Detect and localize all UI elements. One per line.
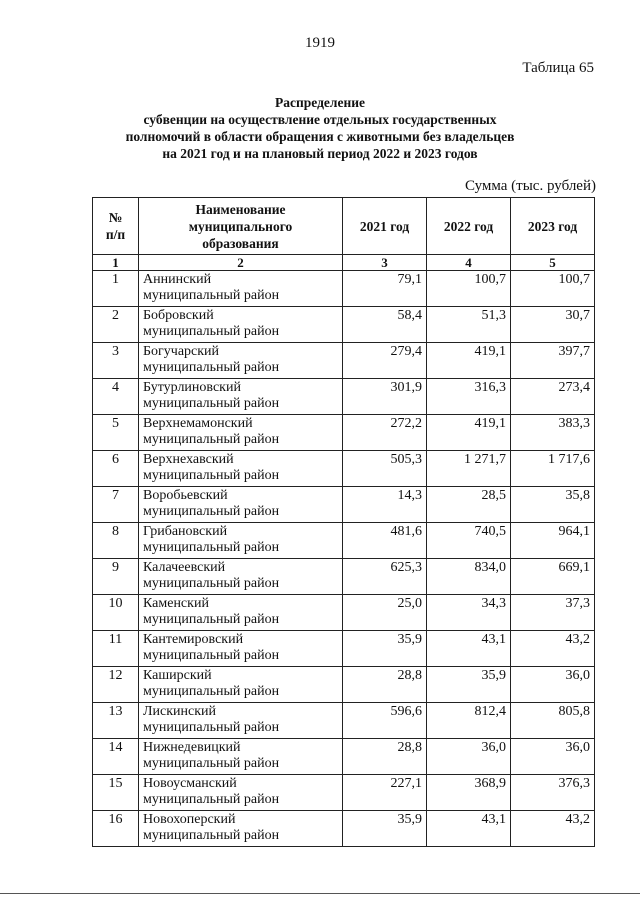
column-number: 5 — [511, 255, 595, 271]
municipality-type-line: муниципальный район — [143, 432, 280, 447]
header-text: Наименование — [195, 201, 286, 217]
table-row — [93, 667, 595, 703]
row-number: 14 — [93, 739, 139, 775]
table-row — [93, 523, 595, 559]
row-number: 6 — [93, 451, 139, 487]
row-number: 9 — [93, 559, 139, 595]
document-title — [60, 94, 580, 162]
value-2022: 368,9 — [427, 775, 511, 811]
row-number: 10 — [93, 595, 139, 631]
value-2022: 100,7 — [427, 271, 511, 307]
value-2023: 964,1 — [511, 523, 595, 559]
municipality-type-line: муниципальный район — [143, 612, 280, 627]
column-number: 3 — [343, 255, 427, 271]
value-2021: 481,6 — [343, 523, 427, 559]
value-2022: 419,1 — [427, 415, 511, 451]
table-row — [93, 595, 595, 631]
row-number: 5 — [93, 415, 139, 451]
municipality-name-line: Кантемировский — [143, 632, 244, 647]
column-number: 2 — [139, 255, 343, 271]
municipality-name-line: Верхнехавский — [143, 452, 234, 467]
row-number: 12 — [93, 667, 139, 703]
value-2022: 812,4 — [427, 703, 511, 739]
municipality-name — [139, 703, 343, 739]
table-row — [93, 415, 595, 451]
row-number: 1 — [93, 271, 139, 307]
municipality-name — [139, 451, 343, 487]
value-2021: 625,3 — [343, 559, 427, 595]
municipality-type-line: муниципальный район — [143, 576, 280, 591]
value-2023: 36,0 — [511, 739, 595, 775]
value-2021: 505,3 — [343, 451, 427, 487]
municipality-name-line: Нижнедевицкий — [143, 740, 241, 755]
municipality-type-line: муниципальный район — [143, 756, 280, 771]
header-2021: 2021 год — [343, 198, 427, 255]
value-2021: 28,8 — [343, 739, 427, 775]
value-2022: 28,5 — [427, 487, 511, 523]
municipality-name-line: Новоусманский — [143, 776, 237, 791]
value-2022: 34,3 — [427, 595, 511, 631]
table-row — [93, 775, 595, 811]
value-2023: 273,4 — [511, 379, 595, 415]
row-number: 3 — [93, 343, 139, 379]
table-row — [93, 307, 595, 343]
value-2021: 25,0 — [343, 595, 427, 631]
municipality-type-line: муниципальный район — [143, 396, 280, 411]
value-2022: 43,1 — [427, 811, 511, 847]
value-2023: 805,8 — [511, 703, 595, 739]
municipality-name — [139, 667, 343, 703]
municipality-name-line: Лискинский — [143, 704, 216, 719]
value-2021: 35,9 — [343, 631, 427, 667]
municipality-type-line: муниципальный район — [143, 360, 280, 375]
row-number: 11 — [93, 631, 139, 667]
table-row — [93, 379, 595, 415]
municipality-type-line: муниципальный район — [143, 792, 280, 807]
column-number-row — [93, 255, 595, 271]
value-2023: 100,7 — [511, 271, 595, 307]
header-name — [139, 198, 343, 255]
value-2023: 43,2 — [511, 631, 595, 667]
value-2022: 43,1 — [427, 631, 511, 667]
table-row — [93, 739, 595, 775]
value-2021: 28,8 — [343, 667, 427, 703]
value-2022: 51,3 — [427, 307, 511, 343]
value-2021: 301,9 — [343, 379, 427, 415]
municipality-name-line: Верхнемамонский — [143, 416, 253, 431]
value-2023: 35,8 — [511, 487, 595, 523]
table-row — [93, 271, 595, 307]
value-2022: 834,0 — [427, 559, 511, 595]
table-row — [93, 451, 595, 487]
column-number: 1 — [93, 255, 139, 271]
municipality-name — [139, 343, 343, 379]
value-2023: 36,0 — [511, 667, 595, 703]
row-number: 2 — [93, 307, 139, 343]
municipality-name — [139, 415, 343, 451]
municipality-name-line: Каширский — [143, 668, 212, 683]
title-line: на 2021 год и на плановый период 2022 и 2023 годов — [162, 146, 478, 161]
municipality-name — [139, 631, 343, 667]
value-2021: 279,4 — [343, 343, 427, 379]
header-text: № — [108, 210, 123, 225]
value-2023: 383,3 — [511, 415, 595, 451]
subvention-table — [92, 197, 595, 847]
header-text: образования — [202, 235, 279, 251]
municipality-type-line: муниципальный район — [143, 648, 280, 663]
value-2023: 37,3 — [511, 595, 595, 631]
title-line: Распределение — [274, 95, 366, 110]
municipality-name-line: Бутурлиновский — [143, 380, 241, 395]
municipality-name — [139, 595, 343, 631]
value-2021: 14,3 — [343, 487, 427, 523]
value-2021: 35,9 — [343, 811, 427, 847]
value-2021: 58,4 — [343, 307, 427, 343]
municipality-name — [139, 739, 343, 775]
page-bottom-rule — [0, 893, 640, 894]
header-2023: 2023 год — [511, 198, 595, 255]
municipality-type-line: муниципальный район — [143, 828, 280, 843]
table-row — [93, 631, 595, 667]
value-2023: 397,7 — [511, 343, 595, 379]
column-number: 4 — [427, 255, 511, 271]
value-2022: 316,3 — [427, 379, 511, 415]
value-2022: 419,1 — [427, 343, 511, 379]
value-2022: 35,9 — [427, 667, 511, 703]
municipality-type-line: муниципальный район — [143, 324, 280, 339]
value-2021: 272,2 — [343, 415, 427, 451]
row-number: 7 — [93, 487, 139, 523]
municipality-name-line: Грибановский — [143, 524, 228, 539]
value-2023: 1 717,6 — [511, 451, 595, 487]
municipality-name — [139, 307, 343, 343]
municipality-name-line: Аннинский — [143, 272, 212, 287]
value-2023: 43,2 — [511, 811, 595, 847]
row-number: 4 — [93, 379, 139, 415]
value-2021: 227,1 — [343, 775, 427, 811]
municipality-type-line: муниципальный район — [143, 504, 280, 519]
municipality-name-line: Калачеевский — [143, 560, 226, 575]
title-line: полномочий в области обращения с животными без владельцев — [125, 129, 515, 144]
header-2022: 2022 год — [427, 198, 511, 255]
unit-label: Сумма (тыс. рублей) — [464, 178, 596, 194]
row-number: 13 — [93, 703, 139, 739]
value-2021: 596,6 — [343, 703, 427, 739]
value-2023: 30,7 — [511, 307, 595, 343]
municipality-name — [139, 559, 343, 595]
value-2021: 79,1 — [343, 271, 427, 307]
header-number — [93, 198, 139, 255]
municipality-type-line: муниципальный район — [143, 720, 280, 735]
table-row — [93, 811, 595, 847]
municipality-type-line: муниципальный район — [143, 288, 280, 303]
header-text: п/п — [105, 227, 126, 242]
table-row — [93, 343, 595, 379]
table-header-row — [93, 198, 595, 255]
row-number: 8 — [93, 523, 139, 559]
table-row — [93, 487, 595, 523]
municipality-name — [139, 379, 343, 415]
page-number: 1919 — [305, 35, 335, 51]
municipality-name-line: Богучарский — [143, 344, 220, 359]
municipality-type-line: муниципальный район — [143, 684, 280, 699]
value-2022: 1 271,7 — [427, 451, 511, 487]
municipality-name-line: Каменский — [143, 596, 209, 611]
value-2023: 669,1 — [511, 559, 595, 595]
row-number: 16 — [93, 811, 139, 847]
municipality-name-line: Бобровский — [143, 308, 214, 323]
municipality-name — [139, 523, 343, 559]
table-label: Таблица 65 — [522, 60, 594, 76]
municipality-type-line: муниципальный район — [143, 540, 280, 555]
table-body — [93, 271, 595, 847]
row-number: 15 — [93, 775, 139, 811]
municipality-name — [139, 775, 343, 811]
value-2022: 740,5 — [427, 523, 511, 559]
table-row — [93, 703, 595, 739]
header-text: муниципального — [188, 218, 293, 234]
title-line: субвенции на осуществление отдельных государственных — [143, 112, 497, 127]
value-2022: 36,0 — [427, 739, 511, 775]
table-row — [93, 559, 595, 595]
municipality-name — [139, 271, 343, 307]
municipality-name-line: Новохоперский — [143, 812, 236, 827]
municipality-type-line: муниципальный район — [143, 468, 280, 483]
municipality-name — [139, 487, 343, 523]
value-2023: 376,3 — [511, 775, 595, 811]
municipality-name-line: Воробьевский — [143, 488, 228, 503]
municipality-name — [139, 811, 343, 847]
